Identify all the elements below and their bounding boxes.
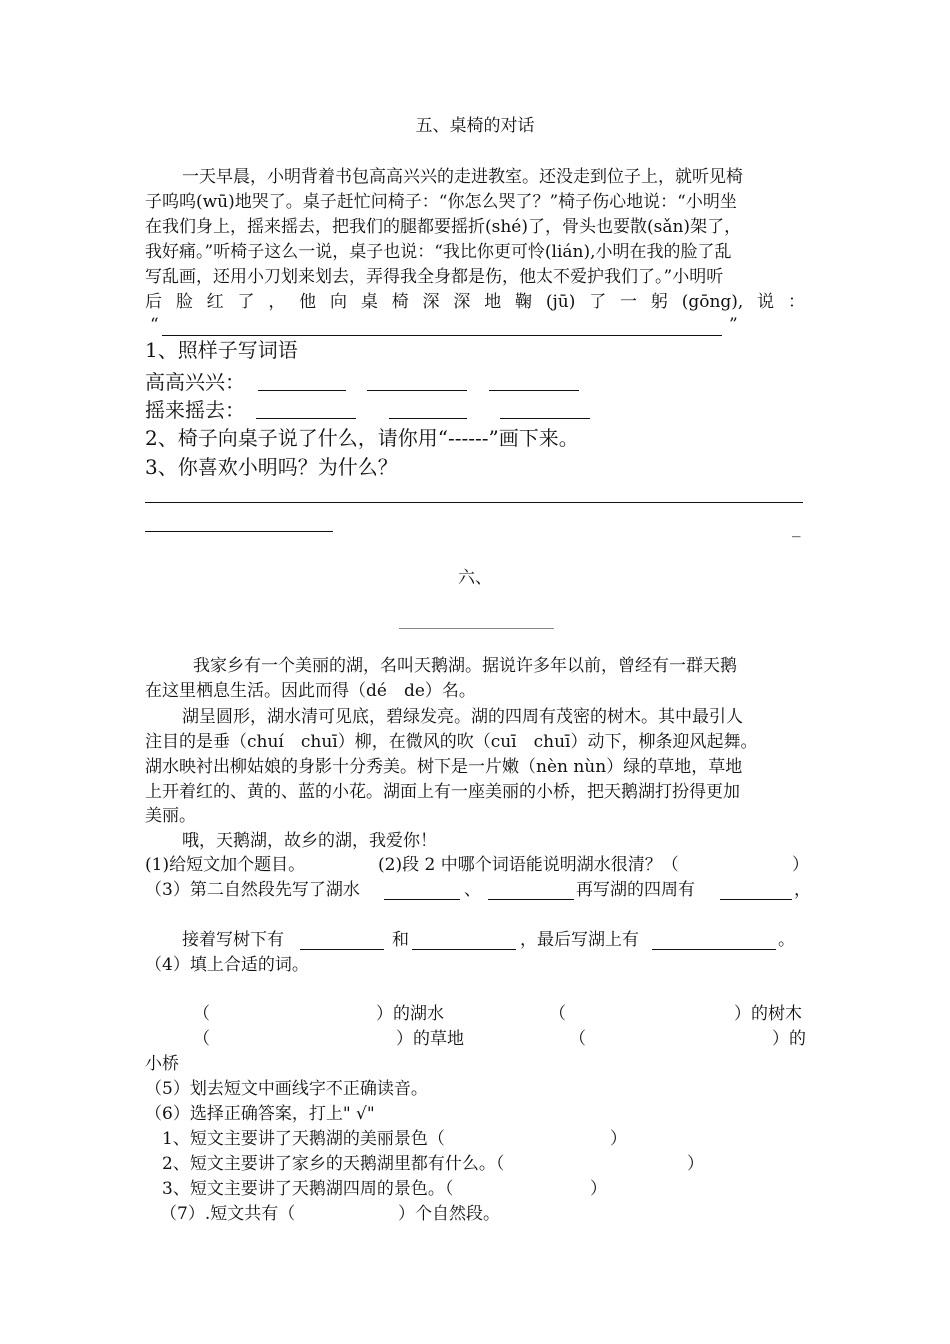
s5-q3-end-mark: _ xyxy=(792,518,801,538)
s5-para-line6: 后脸红了，他向桌椅深深地鞠(jū)了一躬(gōng),说： xyxy=(145,292,805,312)
s6-q3-part6: 和 xyxy=(392,930,409,950)
s6-q3-part7: ，最后写湖上有 xyxy=(520,930,639,950)
s6-title-blank[interactable] xyxy=(399,628,554,629)
section5-title: 五、桌椅的对话 xyxy=(415,116,535,136)
s5-q3: 3、你喜欢小明吗？为什么？ xyxy=(145,455,398,479)
s6-fill2-label: ）的树木 xyxy=(734,1004,802,1024)
s6-para-line2: 在这里栖息生活。因此而得（dé de）名。 xyxy=(145,681,476,701)
s6-q3-part2: 、 xyxy=(464,880,481,900)
s6-fill4-open: （ xyxy=(569,1029,586,1049)
s6-fill4-label-cont: 小桥 xyxy=(145,1054,179,1074)
s6-q3-part3: 再写湖的四周有 xyxy=(576,880,695,900)
s5-q1b-blank-1[interactable] xyxy=(256,418,356,419)
s6-para-line6: 上开着红的、黄的、蓝的小花。湖面上有一座美丽的小桥，把天鹅湖打扮得更加 xyxy=(145,782,740,802)
s6-option-3: 3、短文主要讲了天鹅湖四周的景色。（ xyxy=(162,1179,454,1199)
s5-para-line4: 我好痛。”听椅子这么一说，桌子也说：“我比你更可怜(lián),小明在我的脸了乱 xyxy=(145,242,732,262)
s5-q1a-blank-3[interactable] xyxy=(489,390,579,391)
s6-q2-close: ） xyxy=(792,855,809,875)
s5-q1b-label: 摇来摇去： xyxy=(145,398,245,422)
s6-option-2: 2、短文主要讲了家乡的天鹅湖里都有什么。（ xyxy=(162,1154,505,1174)
s6-fill1-label: ）的湖水 xyxy=(376,1004,444,1024)
s6-q4: （4）填上合适的词。 xyxy=(145,955,309,975)
s6-option-1: 1、短文主要讲了天鹅湖的美丽景色（ xyxy=(162,1129,445,1149)
s6-q6: （6）选择正确答案，打上" √" xyxy=(145,1104,375,1124)
s6-option-3-close: ） xyxy=(590,1179,607,1199)
s6-q7-part1: （7）.短文共有（ xyxy=(160,1204,296,1224)
s6-option-1-close: ） xyxy=(610,1129,627,1149)
s6-para-line5: 湖水映衬出柳姑娘的身影十分秀美。树下是一片嫩（nèn nùn）绿的草地，草地 xyxy=(145,757,743,777)
s5-q3-answer-line-2[interactable] xyxy=(145,531,333,532)
s5-q1b-blank-3[interactable] xyxy=(500,418,590,419)
s6-fill4-label: ）的 xyxy=(772,1029,806,1049)
s6-q3-part8: 。 xyxy=(778,930,795,950)
s6-q3-blank-5[interactable] xyxy=(412,949,516,950)
s6-q3-blank-1[interactable] xyxy=(384,899,460,900)
s5-q1b-blank-2[interactable] xyxy=(389,418,467,419)
s6-q3-part5: 接着写树下有 xyxy=(182,930,284,950)
s6-option-2-close: ） xyxy=(687,1154,704,1174)
s5-q2: 2、椅子向桌子说了什么，请你用“------”画下来。 xyxy=(145,426,579,450)
s5-q1-heading: 1、照样子写词语 xyxy=(145,338,298,362)
s6-q3-blank-2[interactable] xyxy=(488,899,574,900)
s5-q1a-blank-1[interactable] xyxy=(258,390,346,391)
s5-q1a-label: 高高兴兴： xyxy=(145,370,245,394)
s6-fill2-open: （ xyxy=(549,1004,566,1024)
s6-q3-blank-3[interactable] xyxy=(720,899,792,900)
s6-q2: (2)段 2 中哪个词语能说明湖水很清？（ xyxy=(378,855,679,875)
s5-q1a-blank-2[interactable] xyxy=(367,390,467,391)
s6-fill3-label: ）的草地 xyxy=(396,1029,464,1049)
s6-q5: （5）划去短文中画线字不正确读音。 xyxy=(145,1079,428,1099)
s6-para-line3: 湖呈圆形，湖水清可见底，碧绿发亮。湖的四周有茂密的树木。其中最引人 xyxy=(182,707,743,727)
s6-q3-blank-4[interactable] xyxy=(300,949,384,950)
s5-quote-open: “ xyxy=(150,315,159,335)
s6-para-line7: 美丽。 xyxy=(145,806,196,826)
s6-para-line4: 注目的是垂（chuí chuī）柳，在微风的吹（cuī chuī）动下，柳条迎风起舞。 xyxy=(145,732,758,752)
s6-para-line1: 我家乡有一个美丽的湖，名叫天鹅湖。据说许多年以前，曾经有一群天鹅 xyxy=(193,656,737,676)
s5-para-line2: 子呜呜(wū)地哭了。桌子赶忙问椅子：“你怎么哭了？”椅子伤心地说：“小明坐 xyxy=(145,192,737,212)
s5-quote-close: ” xyxy=(729,315,738,335)
s6-q3-part4: ， xyxy=(794,880,811,900)
s6-fill3-open: （ xyxy=(193,1029,210,1049)
s6-q3-part1: （3）第二自然段先写了湖水 xyxy=(145,880,360,900)
s6-q3-blank-6[interactable] xyxy=(652,949,776,950)
s5-para-line5: 写乱画，还用小刀划来划去，弄得我全身都是伤，他太不爱护我们了。”小明听 xyxy=(145,267,724,287)
s6-para-line8: 哦，天鹅湖，故乡的湖，我爱你！ xyxy=(182,831,437,851)
s5-para-line3: 在我们身上，摇来摇去，把我们的腿都要摇折(shé)了，骨头也要散(sǎn)架了， xyxy=(145,217,742,237)
s5-para-line1: 一天早晨，小明背着书包高高兴兴的走进教室。还没走到位子上，就听见椅 xyxy=(182,167,743,187)
s6-fill1-open: （ xyxy=(193,1004,210,1024)
s6-q7-part2: ）个自然段。 xyxy=(398,1204,500,1224)
s5-q3-answer-line-1[interactable] xyxy=(145,502,803,503)
section6-title: 六、 xyxy=(458,568,492,588)
s6-q1: (1)给短文加个题目。 xyxy=(145,855,306,875)
